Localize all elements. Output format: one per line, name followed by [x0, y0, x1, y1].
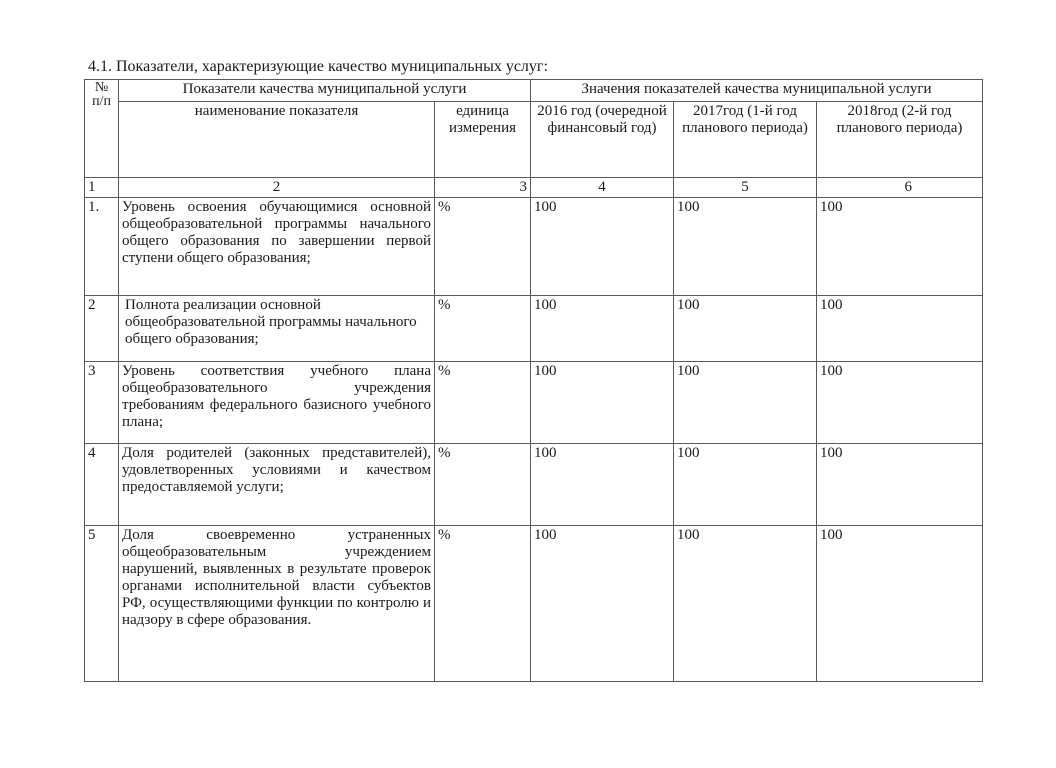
- value-2017: 100: [674, 444, 817, 526]
- value-2016: 100: [531, 444, 674, 526]
- indicator-name: Уровень освоения обучающимися основной общеобразовательной программы начального общего образования по завершении первой ступени общего образования;: [119, 198, 435, 296]
- col-number-4: 4: [531, 178, 674, 198]
- unit-cell: %: [435, 296, 531, 362]
- header-2017: 2017год (1-й год планового периода): [674, 102, 817, 178]
- table-row: [85, 296, 983, 362]
- indicator-name: Доля своевременно устраненных общеобразовательным учреждением нарушений, выявленных в результате проверок органами исполнительной власти субъектов РФ, осуществляющими функции по контролю и надзору в сфере образования.: [119, 526, 435, 682]
- row-number: 3: [85, 362, 119, 444]
- section-heading: 4.1. Показатели, характеризующие качество муниципальных услуг:: [88, 58, 548, 75]
- row-number: 4: [85, 444, 119, 526]
- header-row: [85, 102, 983, 178]
- value-2016: 100: [531, 198, 674, 296]
- col-number-3: 3: [435, 178, 531, 198]
- unit-cell: %: [435, 362, 531, 444]
- unit-cell: %: [435, 526, 531, 682]
- table-row: [85, 198, 983, 296]
- column-number-row: [85, 178, 983, 198]
- col-number-6: 6: [817, 178, 983, 198]
- value-2018: 100: [817, 526, 983, 682]
- value-2017: 100: [674, 526, 817, 682]
- col-number-2: 2: [119, 178, 435, 198]
- quality-indicators-table: [84, 79, 983, 682]
- value-2016: 100: [531, 362, 674, 444]
- header-group-row: [85, 80, 983, 102]
- header-unit: единица измерения: [435, 102, 531, 178]
- header-values-group: Значения показателей качества муниципальной услуги: [531, 80, 983, 102]
- table-row: [85, 444, 983, 526]
- indicator-name: Полнота реализации основной общеобразовательной программы начального общего образования;: [119, 296, 435, 362]
- row-number: 5: [85, 526, 119, 682]
- header-2016: 2016 год (очередной финансовый год): [531, 102, 674, 178]
- value-2016: 100: [531, 526, 674, 682]
- table-row: [85, 526, 983, 682]
- value-2017: 100: [674, 198, 817, 296]
- value-2018: 100: [817, 362, 983, 444]
- value-2018: 100: [817, 296, 983, 362]
- indicator-name: Доля родителей (законных представителей), удовлетворенных условиями и качеством предоставляемой услуги;: [119, 444, 435, 526]
- value-2017: 100: [674, 296, 817, 362]
- unit-cell: %: [435, 444, 531, 526]
- header-number: № п/п: [85, 80, 119, 178]
- unit-cell: %: [435, 198, 531, 296]
- header-2018: 2018год (2-й год планового периода): [817, 102, 983, 178]
- col-number-1: 1: [85, 178, 119, 198]
- col-number-5: 5: [674, 178, 817, 198]
- row-number: 2: [85, 296, 119, 362]
- row-number: 1.: [85, 198, 119, 296]
- value-2018: 100: [817, 198, 983, 296]
- table-row: [85, 362, 983, 444]
- value-2018: 100: [817, 444, 983, 526]
- header-indicators-group: Показатели качества муниципальной услуги: [119, 80, 531, 102]
- value-2017: 100: [674, 362, 817, 444]
- indicator-name: Уровень соответствия учебного плана общеобразовательного учреждения требованиям федерального базисного учебного плана;: [119, 362, 435, 444]
- value-2016: 100: [531, 296, 674, 362]
- header-name: наименование показателя: [119, 102, 435, 178]
